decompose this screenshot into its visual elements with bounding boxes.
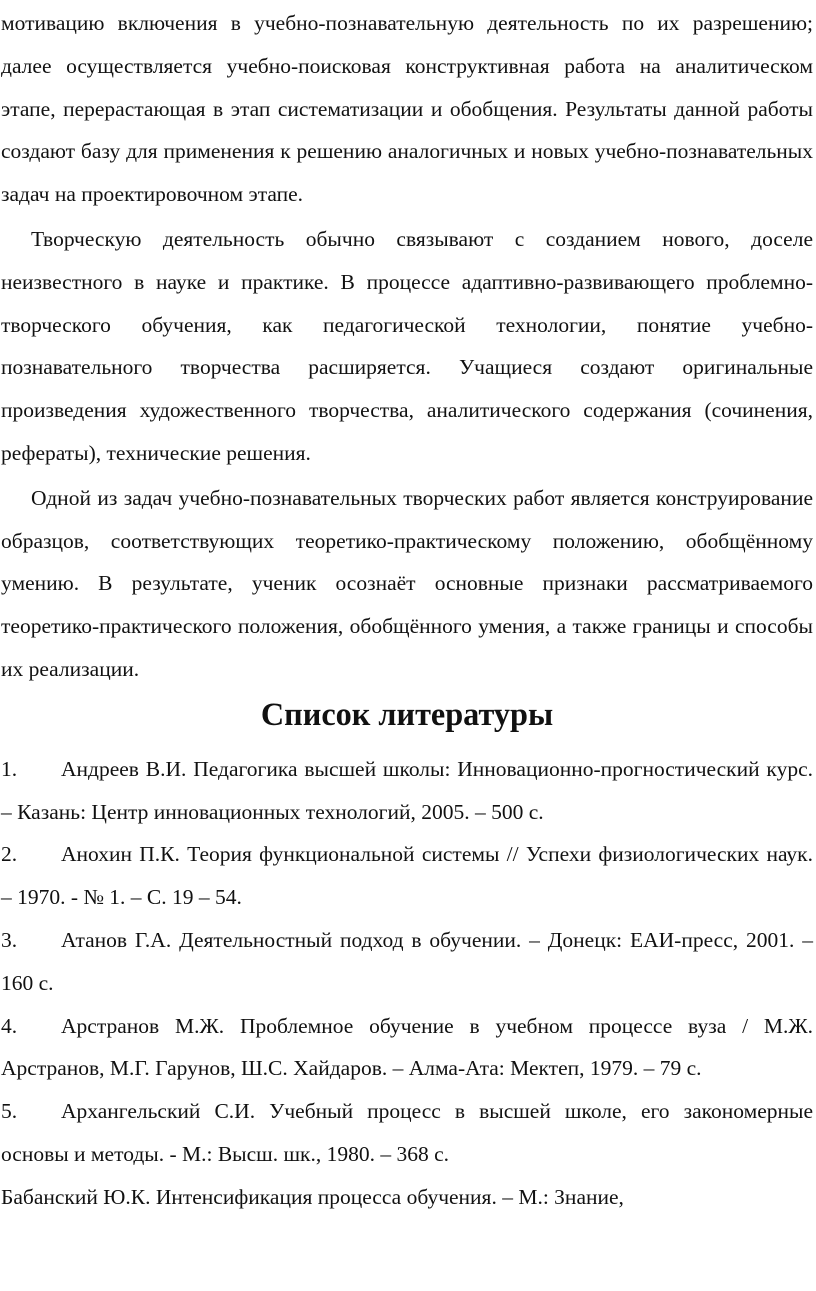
reference-item-2 — [1, 833, 813, 919]
reference-number: 2. — [1, 842, 18, 867]
reference-trailing-line: Бабанский Ю.К. Интенсификация процесса обучения. – М.: Знание, — [1, 1184, 624, 1209]
reference-item-5 — [1, 1090, 813, 1176]
reference-number: 4. — [1, 1013, 18, 1038]
body-paragraph-3: Одной из задач учебно-познавательных творческих работ является конструирование образцов, соответствующих теоретико-практическому положению, обобщённому умению. В результате, ученик осознаёт основные признаки рассматриваемого теоретико-практического положения, обобщённого умения, а также границы и способы их реализации. — [1, 485, 813, 681]
body-paragraph-2: Творческую деятельность обычно связывают с созданием нового, доселе неизвестного в науке и практике. В процессе адаптивно-развивающего проблемно-творческого обучения, как педагогической технологии, понятие учебно-познавательного творчества расширяется. Учащиеся создают оригинальные произведения художественного творчества, аналитического содержания (сочинения, рефераты), технические решения. — [1, 226, 813, 465]
body-paragraph-1: мотивацию включения в учебно-познавательную деятельность по их разрешению; далее осуществляется учебно-поисковая конструктивная работа на аналитическом этапе, перерастающая в этап систематизации и обобщения. Результаты данной работы создают базу для применения к решению аналогичных и новых учебно-познавательных задач на проектировочном этапе. — [1, 11, 813, 207]
reference-text: Атанов Г.А. Деятельностный подход в обучении. – Донецк: ЕАИ-пресс, 2001. – 160 с. — [1, 927, 813, 995]
reference-number: 1. — [1, 756, 18, 781]
reference-text: Арстранов М.Ж. Проблемное обучение в учебном процессе вуза / М.Ж. Арстранов, М.Г. Гарунов, Ш.С. Хайдаров. – Алма-Ата: Мектеп, 1979. – 79 с. — [1, 1013, 813, 1081]
reference-number: 5. — [1, 1099, 18, 1124]
reference-text: Анохин П.К. Теория функциональной системы // Успехи физиологических наук. – 1970. - № 1. – С. 19 – 54. — [1, 842, 813, 910]
reference-text: Андреев В.И. Педагогика высшей школы: Инновационно-прогностический курс. – Казань: Центр инновационных технологий, 2005. – 500 с. — [1, 756, 813, 824]
reference-item-4 — [1, 1005, 813, 1091]
references-heading: Список литературы — [260, 695, 554, 732]
reference-number: 3. — [1, 927, 18, 952]
reference-item-1 — [1, 748, 813, 834]
reference-item-3 — [1, 919, 813, 1005]
reference-text: Архангельский С.И. Учебный процесс в высшей школе, его закономерные основы и методы. - М.: Высш. шк., 1980. – 368 с. — [1, 1099, 813, 1166]
